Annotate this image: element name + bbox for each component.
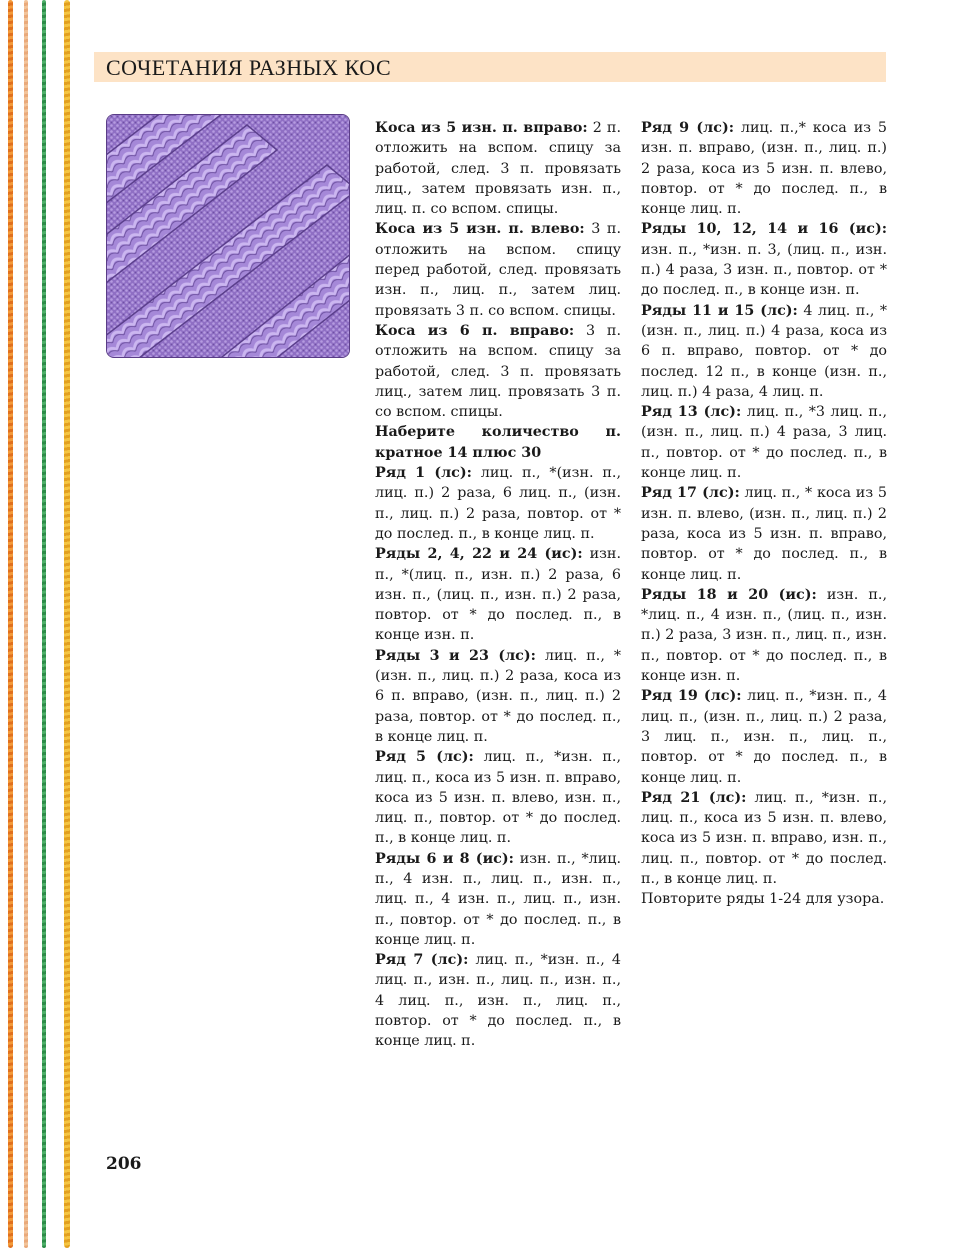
instruction-paragraph <box>641 402 887 483</box>
yarn-strand-green <box>42 0 46 1248</box>
instruction-paragraph <box>375 747 621 848</box>
instruction-heading: Ряд 1 (лс): <box>375 465 472 482</box>
instruction-text: лиц. п.,* коса из 5 изн. п. вправо, (изн. п., лиц. п.) 2 раза, коса из 5 изн. п. влево, повтор. от * до послед. п., в конце лиц. п. <box>641 120 887 218</box>
instruction-heading: Ряд 17 (лс): <box>641 485 740 502</box>
instruction-heading: Ряды 3 и 23 (лс): <box>375 647 536 664</box>
instruction-heading: Ряды 6 и 8 (ис): <box>375 850 514 867</box>
instruction-heading: Ряд 5 (лс): <box>375 749 474 766</box>
instruction-heading: Коса из 5 изн. п. влево: <box>375 221 585 238</box>
instruction-paragraph <box>641 585 887 686</box>
instruction-text: 4 лиц. п., *(изн. п., лиц. п.) 4 раза, коса из 6 п. вправо, повтор. от * до послед. 12 п., в конце (изн. п., лиц. п.) 4 раза, 4 лиц. п. <box>641 302 887 400</box>
instruction-text: изн. п., *изн. п. 3, (лиц. п., изн. п.) 4 раза, 3 изн. п., повтор. от * до послед. п., в конце изн. п. <box>641 241 887 299</box>
instruction-text: 3 п. отложить на вспом. спицу перед работой, след. провязать изн. п., лиц. п., затем лиц. провязать 3 п. со вспом. спицы. <box>375 221 621 319</box>
instruction-paragraph <box>375 118 621 219</box>
instruction-text: Повторите ряды 1-24 для узора. <box>641 891 885 908</box>
yarn-strand-orange <box>8 0 13 1248</box>
instruction-heading: Коса из 6 п. вправо: <box>375 322 575 339</box>
instruction-heading: Ряды 11 и 15 (лс): <box>641 302 798 319</box>
instructions-column-left <box>375 118 621 1052</box>
instruction-paragraph <box>641 118 887 219</box>
instruction-text: лиц. п., *изн. п., лиц. п., коса из 5 изн. п. вправо, коса из 5 изн. п. влево, изн. п., лиц. п., повтор. от * до послед. п., в конце лиц. п. <box>375 749 622 847</box>
instruction-heading: Коса из 5 изн. п. вправо: <box>375 120 588 136</box>
instruction-heading: Ряды 18 и 20 (ис): <box>641 586 817 603</box>
instruction-paragraph <box>375 463 621 544</box>
instructions-column-right <box>641 118 887 910</box>
page-title: СОЧЕТАНИЯ РАЗНЫХ КОС <box>106 55 392 80</box>
instruction-text: изн. п., *(лиц. п., изн. п.) 2 раза, 6 изн. п., (лиц. п., изн. п.) 2 раза, повтор. от * до послед. п., в конце изн. п. <box>375 546 621 644</box>
instruction-paragraph <box>641 219 887 300</box>
instruction-paragraph <box>375 422 621 463</box>
instruction-text: лиц. п., *изн. п., 4 лиц. п., изн. п., лиц. п., изн. п., 4 лиц. п., изн. п., лиц. п., повтор. от * до послед. п., в конце лиц. п. <box>375 952 621 1050</box>
instruction-text: лиц. п., *3 лиц. п., (изн. п., лиц. п.) 4 раза, 3 лиц. п., повтор. от * до послед. п., в конце лиц. п. <box>641 404 887 482</box>
instruction-text: лиц. п., *изн. п., 4 лиц. п., (изн. п., лиц. п.) 2 раза, 3 лиц. п., изн. п., лиц. п., повтор. от * до послед. п., в конце лиц. п. <box>641 688 887 786</box>
knit-texture-image <box>107 115 349 357</box>
instruction-paragraph <box>375 849 621 950</box>
instruction-text: 3 п. отложить на вспом. спицу за работой, след. 3 п. провязать лиц., затем лиц. провязать 3 п. со вспом. спицы. <box>375 322 621 421</box>
instruction-text: лиц. п., * коса из 5 изн. п. влево, (изн. п., лиц. п.) 2 раза, коса из 5 изн. п. вправо, повтор. от * до послед. п., в конце лиц. п. <box>641 485 887 583</box>
instruction-text: изн. п., *лиц. п., 4 изн. п., лиц. п., изн. п., лиц. п., 4 изн. п., лиц. п., изн. п., повтор. от * до послед. п., в конце лиц. п. <box>375 850 621 948</box>
yarn-strand-yellow <box>64 0 70 1248</box>
instruction-paragraph <box>375 950 621 1051</box>
instruction-paragraph <box>641 301 887 402</box>
instruction-heading: Наберите количество п. кратное 14 плюс 30 <box>375 424 621 461</box>
instruction-text: лиц. п., *(изн. п., лиц. п.) 2 раза, коса из 6 п. вправо, (изн. п., лиц. п.) 2 раза, повтор. от * до послед. п., в конце лиц. п. <box>375 647 622 745</box>
yarn-strand-peach <box>24 0 28 1248</box>
instruction-paragraph <box>375 219 621 320</box>
instruction-text: лиц. п., *(изн. п., лиц. п.) 2 раза, 6 лиц. п., (изн. п., лиц. п.) 2 раза, повтор. от * до послед. п., в конце лиц. п. <box>375 465 622 542</box>
instruction-heading: Ряды 10, 12, 14 и 16 (ис): <box>641 221 887 238</box>
instruction-heading: Ряд 21 (лс): <box>641 789 747 806</box>
instruction-text: лиц. п., *изн. п., лиц. п., коса из 5 изн. п. влево, коса из 5 изн. п. вправо, изн. п., лиц. п., повтор. от * до послед. п., в конце лиц. п. <box>641 789 887 887</box>
instruction-paragraph <box>375 321 621 422</box>
instruction-heading: Ряд 7 (лс): <box>375 952 469 969</box>
knitted-swatch-photo <box>106 114 350 358</box>
instruction-paragraph <box>641 686 887 787</box>
instruction-paragraph <box>641 483 887 584</box>
instruction-paragraph <box>641 889 887 909</box>
instruction-paragraph <box>641 788 887 889</box>
page-number: 206 <box>106 1154 142 1174</box>
instruction-text: 2 п. отложить на вспом. спицу за работой, след. 3 п. провязать лиц., затем провязать изн. п., лиц. п. со вспом. спицы. <box>375 120 622 218</box>
instruction-heading: Ряды 2, 4, 22 и 24 (ис): <box>375 546 583 563</box>
instruction-text: изн. п., *лиц. п., 4 изн. п., (лиц. п., изн. п.) 2 раза, 3 изн. п., лиц. п., изн. п., повтор. от * до послед. п., в конце изн. п. <box>641 586 887 685</box>
instruction-heading: Ряд 19 (лс): <box>641 688 742 705</box>
instruction-paragraph <box>375 646 621 747</box>
instruction-paragraph <box>375 544 621 645</box>
instruction-heading: Ряд 9 (лс): <box>641 120 734 136</box>
instruction-heading: Ряд 13 (лс): <box>641 404 742 421</box>
